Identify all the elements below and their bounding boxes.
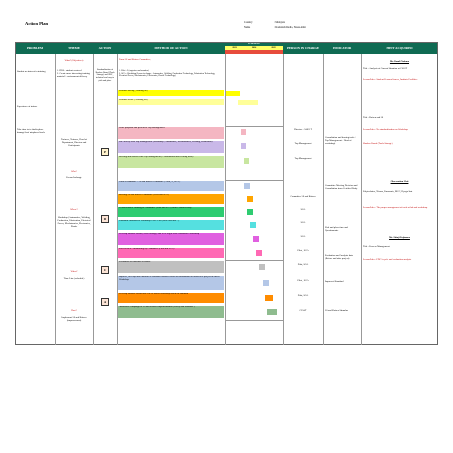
method-item: 1. Pilot : 2 (organize and monitor) 2. SGA : Workshop Person in charge : Automotive, Welding, Production Technology, Fabrication Technology, Electrical Power, Mechatronics, Electronics, Plastic Technology) (119, 70, 216, 78)
hint-lesson: Lesson/Idea : Student Personal issues, Institute Facilities (363, 78, 418, 81)
col-header-person: PERSON IN CHARGE (283, 42, 323, 54)
indicator-item: Committee Meeting Decision and Consultation from Certified Body (325, 184, 358, 190)
hint-title: Title : Analysis of Current Situation at CIAST (363, 67, 408, 70)
method-item: Pilot Review / monitoring by Committee (Pilot and SGA) (118, 248, 224, 258)
person-in-charge: SGA (300, 235, 306, 238)
person-in-charge: CIAST (299, 309, 307, 312)
person-in-charge: Top Management (294, 157, 312, 160)
theme-heading: Who? (71, 170, 77, 173)
divider (225, 54, 226, 345)
divider (55, 54, 56, 345)
gantt-bar (244, 158, 249, 164)
gantt-bar (265, 295, 273, 301)
page-title: Action Plan (25, 21, 49, 26)
col-header-method: METHOD OF ACTION (117, 42, 225, 54)
method-item: Develop Shadow Board (Tools Storage) and SOP begin with Automotive Workshop (118, 233, 224, 245)
hint-lesson: Lesson/Idea : PDCA cycle and evaluation analysis (363, 258, 412, 261)
name-label: Name (244, 26, 251, 29)
col-header-action: ACTION (93, 42, 117, 54)
person-in-charge: Pilot, SGA (297, 263, 309, 266)
person-in-charge: SGA (300, 221, 306, 224)
person-in-charge: SGA (300, 208, 306, 211)
col-header-theme: THEME (55, 42, 93, 54)
hint-title: Title : Process Management (363, 245, 390, 248)
action-plan-sheet (15, 15, 438, 345)
theme-body: Implement 5S and Kaizen (improvement) (61, 316, 87, 322)
method-item: Improve, develop and establish of Standard Shadow Board as information on board new project in others Workshop (118, 276, 224, 290)
row-line (225, 180, 283, 181)
indicator-item: Evaluation and Analysis data (Before and after project) (325, 254, 353, 260)
row-line (225, 126, 283, 127)
year-2014: 2014 (244, 46, 264, 50)
col-header-hint: HINT ACQUIRED (361, 42, 438, 54)
theme-body: Time Line (schedule) (63, 277, 85, 280)
hint-heading: Mr. Ramli Nakano (389, 60, 410, 63)
col-header-problem: PROBLEM (15, 42, 55, 54)
col-header-schedule: SCHEDULE (225, 42, 283, 46)
method-item: Develop Shadow Board and SOP to others Workshop based on Standard (118, 293, 224, 303)
method-item: Site Survey with Top Management (Workshop ; Automotive, Mechatronics, Welding, Production) (118, 141, 224, 153)
pdca-plan: P (101, 148, 109, 156)
gantt-bar (267, 309, 277, 315)
year-2013: 2013 (225, 46, 244, 50)
problem-note: Experience of trainer (17, 105, 38, 108)
gantt-bar (244, 183, 250, 189)
hint-title: Title : Kaizen and 5S (363, 116, 384, 119)
gantt-bar (247, 196, 253, 202)
person-in-charge: Director - ASK 1T (294, 128, 312, 131)
gantt-bar (226, 91, 240, 96)
method-item: Distribute Indicator to Workshop Cost / Pick (slow loss and ...) (118, 220, 224, 230)
theme-body: Workshop (Automotive, Welding, Production, Fabrication, Electrical Power, Mechatronics, Electronics, Plastic (57, 216, 91, 228)
problem-note: Student no interest in training (17, 70, 46, 73)
person-in-charge: Top Management (294, 142, 312, 145)
problem-note: Take time to to find/replace damage/lost/ misplaced tools (17, 128, 45, 134)
person-in-charge: Pilot , SGA (297, 249, 309, 252)
action-note: Standardization of Shadow Board (Tools Storage) and SOP , technical and easy to pick and place (95, 69, 115, 82)
method-item: Meeting 5S and Kaizen Committee (Pilot and SGA) (118, 194, 224, 204)
indicator-item: Consultation and hearing tools / Top Management - Head of workshop) (325, 136, 356, 145)
row-line (225, 260, 283, 261)
method-item: Awareness Campaign of 5S and Kaizen Implementation (Policy and Slabcake ) (118, 306, 224, 318)
gantt-bar (263, 280, 269, 286)
name-row (244, 26, 306, 29)
theme-heading: When? (70, 270, 78, 273)
method-item: Write proposal and present to Top Management (118, 127, 224, 139)
indicator-item: 5S and Kaizen Stimulus (325, 309, 349, 312)
indicator-item: Improved Standard (325, 280, 344, 283)
row-line (225, 320, 283, 321)
method-item: Seminar Break ( Training off) (118, 99, 224, 105)
name-value: : Roslaizah Radio, Nasas Amir (274, 26, 306, 29)
divider (283, 54, 284, 345)
method-item: Form 5S and Kaizen Committee ; (119, 58, 152, 61)
gantt-bar (253, 236, 259, 242)
hint-lesson: Shadow Board (Tools Storage) (363, 142, 393, 145)
theme-body: 1. DRL : student centered 2. Create more interesting training material / environment delivery (57, 69, 90, 78)
hint-heading: Observation Visit (390, 180, 409, 183)
method-item: Seminar Basing (Training on) (118, 90, 224, 96)
year-2015: 2015 (264, 46, 283, 50)
indicator-item: Pick and place time and Questionnaire (325, 226, 348, 232)
hint-heading: Mr. Shinji Fujimura (389, 236, 410, 239)
theme-body: Trainees, Trainers, Head of Department, Director and Participants (60, 138, 87, 147)
divider (323, 54, 324, 345)
theme-body: Person Incharge (66, 176, 82, 179)
gantt-bar (247, 209, 253, 215)
country-label: Country (244, 21, 253, 24)
theme-heading: Where? (70, 208, 78, 211)
method-item: Evaluation of indicator feedback (118, 261, 224, 273)
gantt-bar (259, 264, 265, 270)
country-value: : Malaysia (274, 21, 285, 24)
person-in-charge: Pilot, SGA (297, 294, 309, 297)
theme-heading: How? (71, 309, 77, 312)
gantt-bar (241, 143, 246, 149)
country-row (244, 21, 285, 24)
gantt-bar (238, 100, 258, 105)
method-item: Form a committee - 5S and Kaizen Committee ( Pilot, A, SGA ) (118, 181, 224, 191)
gantt-bar (241, 129, 246, 135)
gantt-bar (256, 250, 262, 256)
method-item: 5S and Kaizen Training to Committee (Pilot and SGA) from Certified Body (118, 207, 224, 217)
pdca-check: C (101, 266, 109, 274)
gantt-bar (250, 222, 256, 228)
divider (361, 54, 362, 345)
hint-title: Polytechnics, Nissan, Panasonic, MCC, Hyogo Inst (363, 190, 413, 193)
person-in-charge: Committee 5S and Kaizen (290, 195, 316, 198)
pdca-act: A (101, 298, 109, 306)
col-header-indicator: INDICATOR (323, 42, 361, 54)
theme-heading: What? (Objectives) (64, 59, 84, 62)
hint-lesson: Lesson/Idea : No standardization on Workshop (363, 128, 408, 131)
pdca-do: D (101, 215, 109, 223)
person-in-charge: Pilot , SGA (297, 279, 309, 282)
method-item: Meeting and discuss with Top Management ( Consultation and Hearing tools) (118, 156, 224, 168)
hint-lesson: Lesson/Idea : The proper arrangement of tools at lab and workshop (363, 206, 428, 209)
divider (93, 54, 94, 345)
